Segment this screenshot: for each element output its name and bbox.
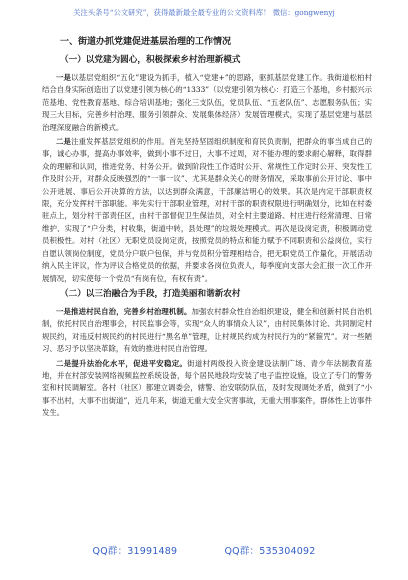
- paragraph-text: 加强农村群众性自治组织建设，健全和创新村民自治机制，依托村民自治理事会，村民监事会等，实现“众人的事情众人议”，由村民集体讨论、共同制定村规民约，对违反村规民约的村民进行“黑名单”管理，让村规民约成为村民行为的“紧箍咒”。对一些陋习、恶习予以坚决革除，有效的推进村民自治管理。: [42, 306, 372, 354]
- paragraph: [42, 72, 372, 134]
- footer-qq-group-2: QQ群：535304092: [224, 546, 316, 557]
- subsection-title: （二）以三治融合为手段，打造美丽和谐新农村: [60, 288, 241, 299]
- paragraph-lead: 一是推进村民自治，完善乡村治理机制。: [56, 306, 192, 316]
- header-banner: 关注头条号“公文研究”，获得最新最全最专业的公文资料库！ 微信：gongwenyj: [73, 8, 335, 17]
- paragraph: [42, 358, 372, 420]
- paragraph-lead: 二是: [56, 137, 72, 147]
- subsection-title: （一）以党建为圆心，积极探索乡村治理新模式: [60, 55, 241, 65]
- document-body: [42, 36, 372, 422]
- footer-qq-group-1: QQ群：31991489: [92, 546, 178, 557]
- paragraph: [42, 306, 372, 356]
- paragraph: [42, 136, 372, 285]
- paragraph-text: 以基层党组织“五化”建设为抓手，植入“党建+”的思路，驱抓基层党建工作。我街道松柏村结合自身实际创造出了以党建引领为核心的“1333”（以党建引领为核心：打造三个基地，乡村振兴示范基地、党性教育基地、综合培训基地；强化三支队伍，党员队伍、“五老队伍”、志愿服务队伍；实现三大目标，完善乡村治理、服务引领群众、发展集体经济）发展管理模式，实现了基层党建与基层治理深度融合的新模式。: [42, 73, 372, 132]
- paragraph-text: 街道村两级投入资金建设法制广场、青少年法制教育基地，并在村部安装网络视频监控系统设备，每个居民地段均安装了电子监控设施，设立了专门的警务室和村民调解室。各村（社区）都建立调委会，辖警、治安联防队伍，及时发现调处矛盾，做到了“小事不出村，大事不出街道”，近几年来，街道无重大安全灾害事故，无重大刑事案件，群体性上访事件发生。: [42, 358, 372, 418]
- footer: [0, 543, 408, 557]
- paragraph-text: 注重发挥基层党组织的作用。首先坚持坚固组织制度和育民负责制，把群众的事当成自己的事，诚心办事，提高办事效率，做到小事不过日，大事不过周，对不能办理的要求耐心解释，取得群众的理解和认同，推进党务、村务公开。做到阶段性工作适时公开、常规性工作定时公开、突发性工作及时公开，对群众反映强烈的“一事一议”、尤其是群众关心的财务情况，采取事前公开讨论、事中公开进展、事后公开决算的方法，以达到群众满意，干部廉洁明心的效果。其次是内定干部职责权限，充分发挥村干部职能。率先实行干部职业管理，对村干部的职责权限进行明确划分，比如在村委驻点上，划分村干部责任区，由村干部督促卫生保洁员，对全村主要道路、村庄进行经常清理、日常维护、实现了“户分类，村收集，街道中转，县处理”的垃圾处理模式。再次是设岗定责，积极调动党员积极性。对村（社区）无职党员设岗定责，按照党员的特点和能力赋予不同职责和公益岗位，实行自愿认领岗位制度，党员分户联户包保，并与党员积分管理相结合，把无职党员工作量化，开展活动纳入民主评议，作为评议合格党员的依据，并要求各岗位负责人，每季度向支部大会汇报一次工作开展情况，切实使每一个党员“有岗有位，有权有责”。: [42, 137, 372, 283]
- paragraph-lead: 二是提升法治化水平，促进平安稳定。: [56, 358, 188, 368]
- section-title: 一、街道办抓党建促进基层治理的工作情况: [60, 37, 232, 47]
- paragraph-lead: 一是: [56, 73, 72, 82]
